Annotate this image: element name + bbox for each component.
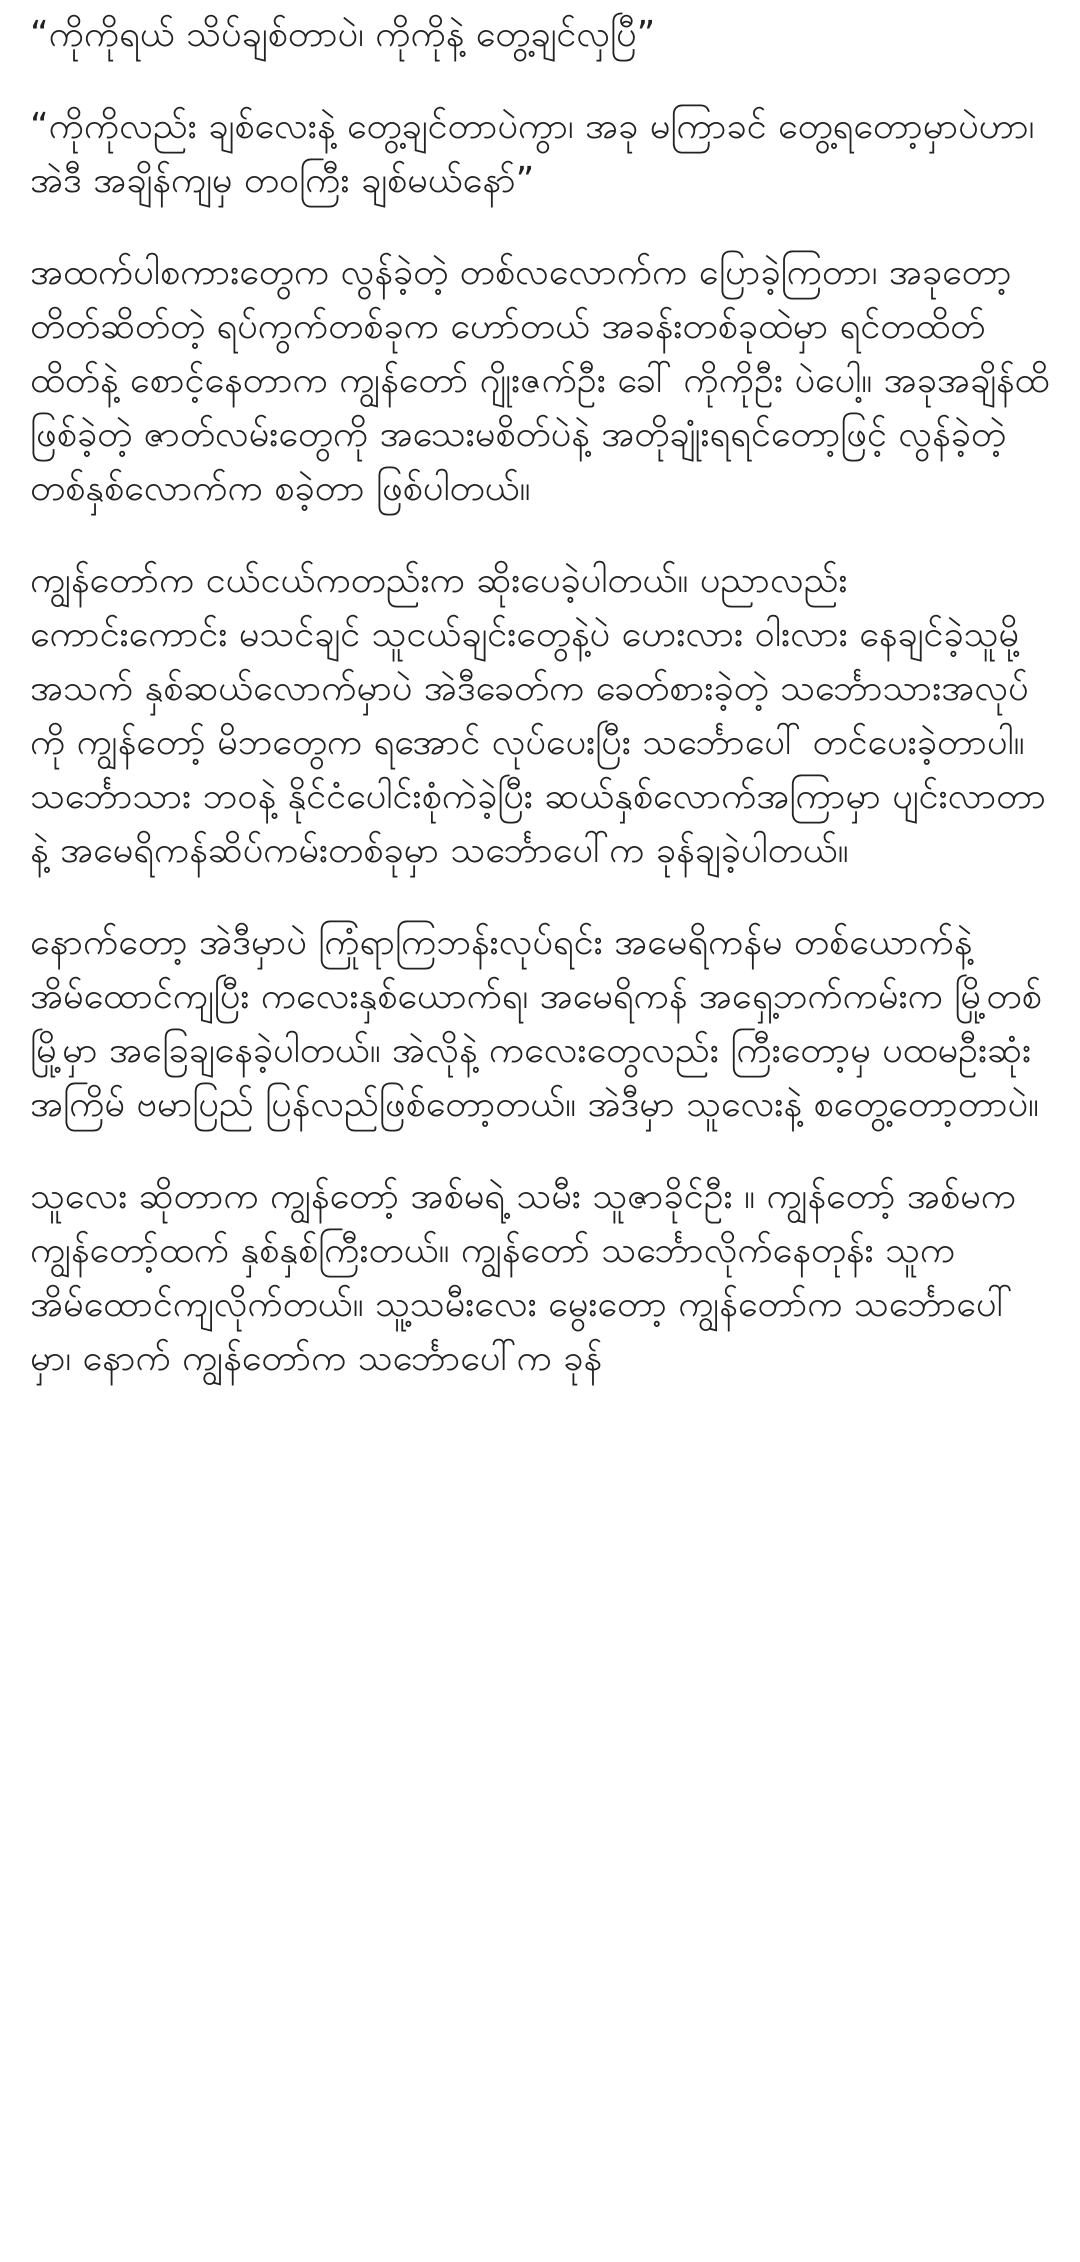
dialogue-line-1: “ကိုကိုရယ် သိပ်ချစ်တာပဲ၊ ကိုကိုနဲ့ တွေ့ချင်လှပြီ”: [30, 14, 656, 55]
story-paragraph: နောက်တော့ အဲဒီမှာပဲ ကြုံရာကြဘန်းလုပ်ရင်း အမေရိကန်မ တစ်ယောက်နဲ့ အိမ်ထောင်ကျပြီး ကလေးနှစ်ယောက်ရ၊ အမေရိကန် အရှေ့ဘက်ကမ်းက မြို့တစ်မြို့မှာ အခြေချနေခဲ့ပါတယ်။ အဲလိုနဲ့ ကလေးတွေလည်း ကြီးတော့မှ ပထမဦးဆုံးအကြိမ် ဗမာပြည် ပြန်လည်ဖြစ်တော့တယ်။ အဲဒီမှာ သူလေးနဲ့ စတွေ့တော့တာပဲ။: [30, 922, 1042, 1125]
dialogue-line-2: “ကိုကိုလည်း ချစ်လေးနဲ့ တွေ့ချင်တာပဲကွာ၊ အခု မကြာခင် တွေ့ရတော့မှာပဲဟာ၊ အဲဒီ အချိန်ကျမှ တဝကြီး ချစ်မယ်နော်”: [30, 106, 1035, 201]
story-paragraph: သူလေး ဆိုတာက ကျွန်တော့် အစ်မရဲ့ သမီး သူဇာခိုင်ဦး ။ ကျွန်တော့် အစ်မက ကျွန်တော့်ထက် နှစ်နှစ်ကြီးတယ်။ ကျွန်တော် သင်္ဘောလိုက်နေတုန်း သူက အိမ်ထောင်ကျလိုက်တယ်။ သူ့သမီးလေး မွေးတော့ ကျွန်တော်က သင်္ဘောပေါ်မှာ၊ နောက် ကျွန်တော်က သင်္ဘောပေါ်က ခုန်: [30, 1176, 1016, 1379]
story-paragraph: ကျွန်တော်က ငယ်ငယ်ကတည်းက ဆိုးပေခဲ့ပါတယ်။ ပညာလည်း ကောင်းကောင်း မသင်ချင် သူငယ်ချင်းတွေနဲ့ပဲ ဟေးလား ဝါးလား နေချင်ခဲ့သူမို့ အသက် နှစ်ဆယ်လောက်မှာပဲ အဲဒီခေတ်က ခေတ်စားခဲ့တဲ့ သင်္ဘောသားအလုပ်ကို ကျွန်တော့် မိဘတွေက ရအောင် လုပ်ပေးပြီး သင်္ဘောပေါ် တင်ပေးခဲ့တာပါ။ သင်္ဘောသား ဘဝနဲ့ နိုင်ငံပေါင်းစုံကဲခဲ့ပြီး ဆယ်နှစ်လောက်အကြာမှာ ပျင်းလာတာနဲ့ အမေရိကန်ဆိပ်ကမ်းတစ်ခုမှာ သင်္ဘောပေါ်က ခုန်ချခဲ့ပါတယ်။: [30, 560, 1046, 871]
article-body: [30, 8, 1050, 1424]
story-paragraph: အထက်ပါစကားတွေက လွန်ခဲ့တဲ့ တစ်လလောက်က ပြောခဲ့ကြတာ၊ အခုတော့ တိတ်ဆိတ်တဲ့ ရပ်ကွက်တစ်ခုက ဟော်တယ် အခန်းတစ်ခုထဲမှာ ရင်တထိတ်ထိတ်နဲ့ စောင့်နေတာက ကျွန်တော် ဂျိုးဇက်ဦး ခေါ် ကိုကိုဦး ပဲပေါ့။ အခုအချိန်ထိ ဖြစ်ခဲ့တဲ့ ဇာတ်လမ်းတွေကို အသေးမစိတ်ပဲနဲ့ အတိုချုံးရရင်တော့ဖြင့် လွန်ခဲ့တဲ့ တစ်နှစ်လောက်က စခဲ့တာ ဖြစ်ပါတယ်။: [30, 252, 1050, 509]
